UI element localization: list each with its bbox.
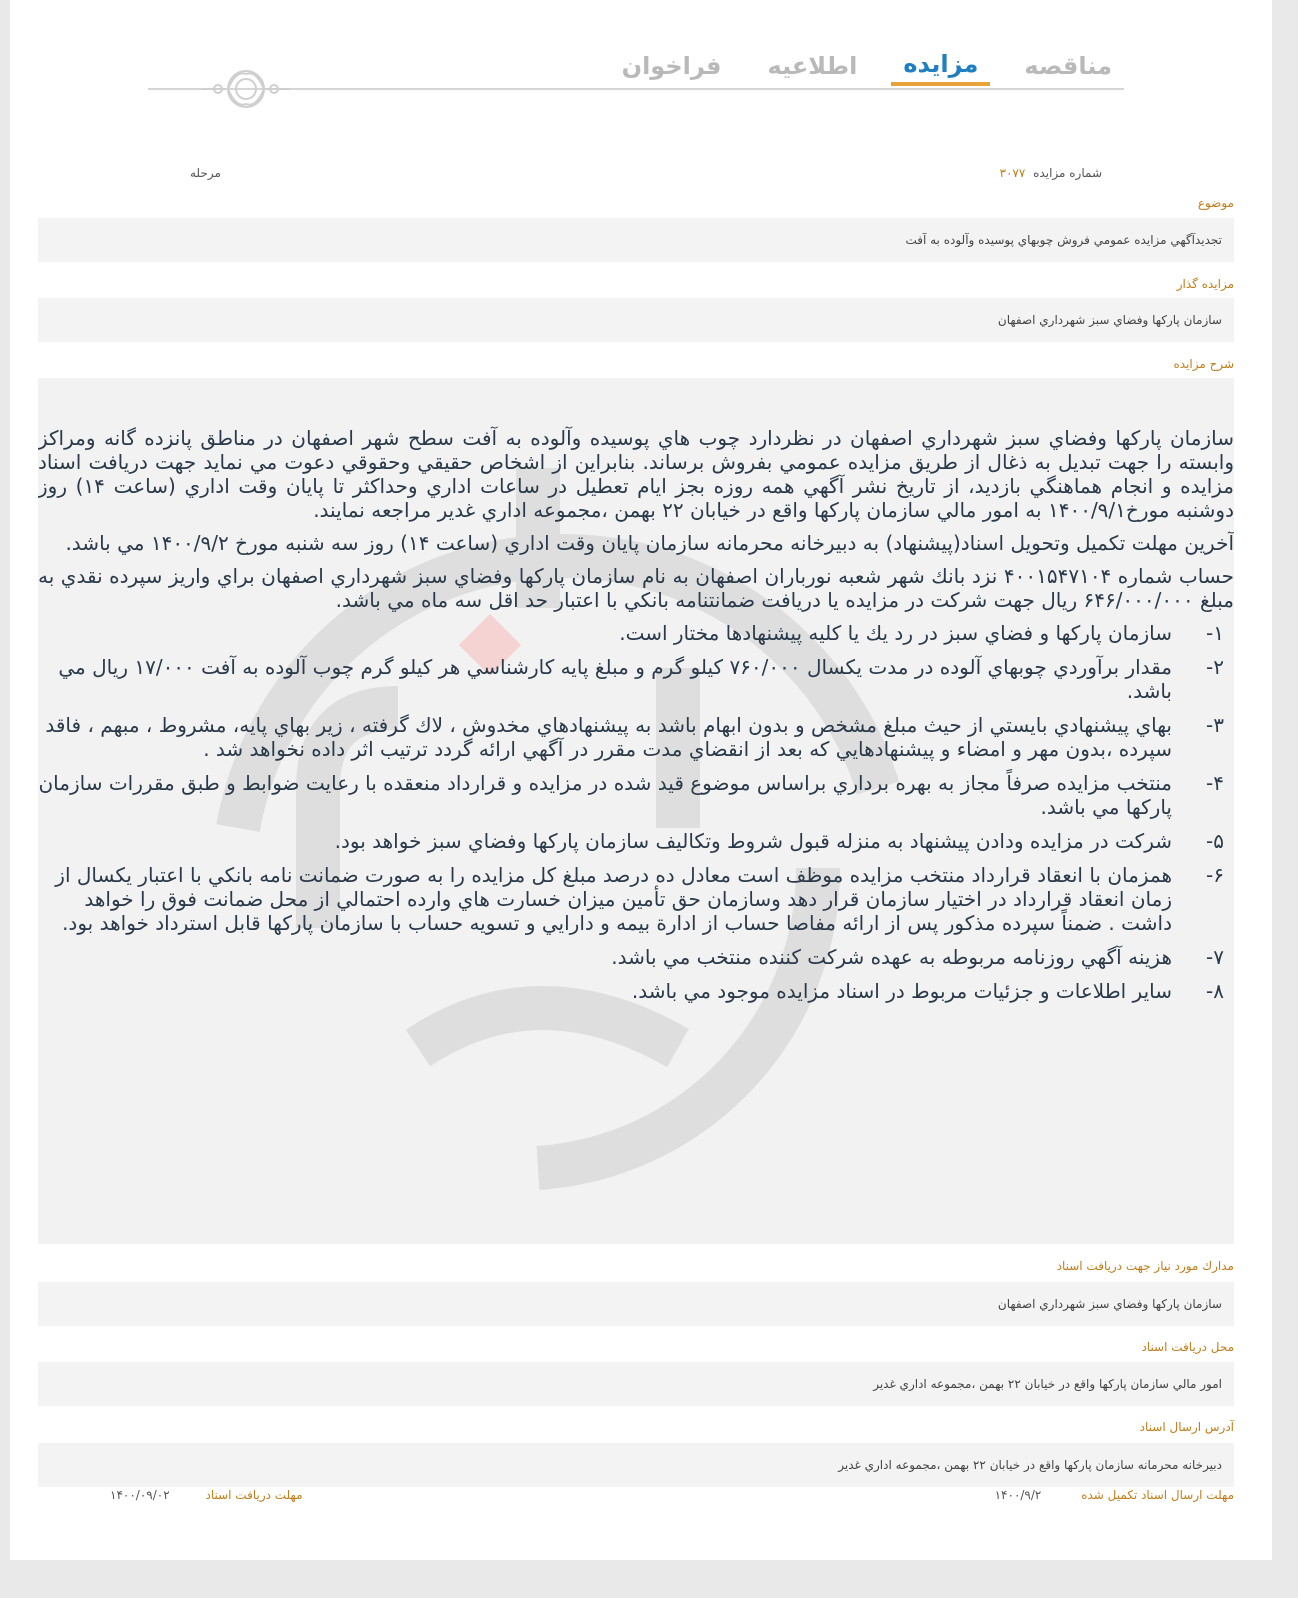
- auction-number-value: ۳۰۷۷: [999, 166, 1026, 180]
- item-number: ۵-: [1206, 829, 1224, 853]
- stage-label: مرحله: [190, 166, 221, 180]
- item-number: ۷-: [1206, 945, 1224, 969]
- header-divider: [148, 88, 1124, 90]
- receive-deadline-value: ۱۴۰۰/۰۹/۰۲: [110, 1488, 170, 1502]
- tab-call[interactable]: فراخوان: [621, 52, 722, 80]
- submit-deadline-label: مهلت ارسال اسناد تكميل شده: [1081, 1488, 1234, 1502]
- list-item: [38, 655, 1234, 703]
- tab-auction[interactable]: مزايده: [891, 50, 990, 86]
- item-number: ۶-: [1206, 863, 1224, 887]
- documents-label: مدارك مورد نياز جهت دريافت اسناد: [1056, 1259, 1234, 1273]
- item-number: ۲-: [1206, 655, 1224, 679]
- list-item: [38, 863, 1234, 935]
- item-text: منتخب مزايده صرفاً مجاز به بهره برداري براساس موضوع قيد شده در مزايده و قرارداد منعقده با رعايت ضوابط و طبق مقررات سازمان پاركها مي باشد.: [38, 771, 1172, 819]
- tab-announcement[interactable]: اطلاعيه: [767, 52, 858, 80]
- ornament-icon: [198, 62, 294, 116]
- subject-label: موضوع: [1197, 196, 1234, 210]
- list-item: [38, 945, 1234, 969]
- subject-field: تجديدآگهي مزايده عمومي فروش چوبهاي پوسيده وآلوده به آفت: [38, 218, 1234, 262]
- item-number: ۸-: [1206, 979, 1224, 1003]
- conditions-list: [38, 621, 1234, 1003]
- description-box: [38, 378, 1234, 1244]
- receive-place-label: محل دريافت اسناد: [1141, 1340, 1234, 1354]
- auction-number-label: شماره مزايده: [1033, 166, 1102, 180]
- receive-deadline: [110, 1488, 303, 1502]
- submit-deadline-value: ۱۴۰۰/۹/۲: [994, 1488, 1042, 1502]
- receive-deadline-label: مهلت دريافت اسناد: [205, 1488, 303, 1502]
- auctioneer-label: مزايده گذار: [1176, 277, 1234, 291]
- item-text: همزمان با انعقاد قرارداد منتخب مزايده موظف است معادل ده درصد مبلغ كل مزايده را به صورت ضمانت نامه بانكي با اعتبار يكسال از زمان انعقاد قرارداد در اختيار سازمان قرار دهد وسازمان حق تأمين ميزان خسارت هاي وارده احتمالي از محل ضمانت فوق را خواهد داشت . ضمناً سپرده مذكور پس از ارائه مفاصا حساب از ادارة بيمه و دارايي و تسويه حساب با سازمان پاركها قابل استرداد خواهد بود.: [55, 863, 1172, 935]
- receive-place-field: امور مالي سازمان پاركها واقع در خيابان ۲۲ بهمن ،مجموعه اداري غدير: [38, 1362, 1234, 1406]
- description-paragraph: حساب شماره ۴۰۰۱۵۴۷۱۰۴ نزد بانك شهر شعبه نورباران اصفهان به نام سازمان پاركها وفضاي سبز شهرداري اصفهان براي واريز سپرده نقدي به مبلغ ۶۴۶/۰۰۰/۰۰۰ ريال جهت شركت در مزايده يا دريافت ضمانتنامه بانكي با اعتبار حد اقل سه ماه مي باشد.: [38, 564, 1234, 612]
- description-text: [38, 426, 1234, 1013]
- item-number: ۳-: [1206, 713, 1224, 737]
- item-text: سازمان پاركها و فضاي سبز در رد يك يا كليه پيشنهادها مختار است.: [619, 621, 1172, 645]
- description-paragraph: سازمان پاركها وفضاي سبز شهرداري اصفهان در نظردارد چوب هاي پوسيده وآلوده به آفت سطح شهر اصفهان در مناطق پانزده گانه ومراكز وابسته را جهت تبديل به ذغال از طريق مزايده عمومي بفروش برساند. بنابراين از اشخاص حقيقي وحقوقي دعوت مي نمايد جهت دريافت اسناد مزايده و انجام هماهنگي بازديد، از تاريخ نشر آگهي همه روزه بجز ايام تعطيل در ساعات اداري وحداكثر تا پايان وقت اداري (ساعت ۱۴) روز دوشنبه مورخ۱۴۰۰/۹/۱ به امور مالي سازمان پاركها واقع در خيابان ۲۲ بهمن ،مجموعه اداري غدير مراجعه نمايند.: [38, 426, 1234, 522]
- tab-tender[interactable]: مناقصه: [1024, 52, 1112, 80]
- documents-field: سازمان پاركها وفضاي سبز شهرداري اصفهان: [38, 1282, 1234, 1326]
- item-number: ۴-: [1206, 771, 1224, 795]
- page: [10, 0, 1272, 1560]
- send-address-field: دبيرخانه محرمانه سازمان پاركها واقع در خيابان ۲۲ بهمن ،مجموعه اداري غدير: [38, 1443, 1234, 1487]
- item-text: هزينه آگهي روزنامه مربوطه به عهده شركت كننده منتخب مي باشد.: [611, 945, 1172, 969]
- item-text: بهاي پيشنهادي بايستي از حيث مبلغ مشخص و بدون ابهام باشد به پيشنهادهاي مخدوش ، لاك گرفته ، زير بهاي پايه، مشروط ، مبهم ، فاقد سپرده ،بدون مهر و امضاء و پيشنهادهايي كه بعد از انقضاي مدت مقرر در آگهي ارائه گردد ترتيب اثر داده نخواهد شد .: [45, 713, 1172, 761]
- list-item: [38, 979, 1234, 1003]
- list-item: [38, 713, 1234, 761]
- send-address-label: آدرس ارسال اسناد: [1139, 1420, 1234, 1434]
- item-text: ساير اطلاعات و جزئيات مربوط در اسناد مزايده موجود مي باشد.: [631, 979, 1172, 1003]
- submit-deadline: [995, 1488, 1234, 1502]
- item-text: شركت در مزايده ودادن پيشنهاد به منزله قبول شروط وتكاليف سازمان پاركها وفضاي سبز خواهد بود.: [334, 829, 1172, 853]
- tab-bar: [610, 50, 1124, 86]
- description-paragraph: آخرين مهلت تكميل وتحويل اسناد(پيشنهاد) به دبيرخانه محرمانه سازمان پايان وقت اداري (ساعت ۱۴) روز سه شنبه مورخ ۱۴۰۰/۹/۲ مي باشد.: [65, 531, 1234, 555]
- list-item: [38, 621, 1234, 645]
- item-number: ۱-: [1206, 621, 1224, 645]
- list-item: [38, 829, 1234, 853]
- list-item: [38, 771, 1234, 819]
- item-text: مقدار برآوردي چوبهاي آلوده در مدت يكسال ۷۶۰/۰۰۰ كيلو گرم و مبلغ پايه كارشناسي هر كيلو گرم چوب آلوده به آفت ۱۷/۰۰۰ ريال مي باشد.: [58, 655, 1172, 703]
- auction-number: [1000, 166, 1102, 180]
- auctioneer-field: سازمان پاركها وفضاي سبز شهرداري اصفهان: [38, 298, 1234, 342]
- description-label: شرح مزايده: [1173, 357, 1234, 371]
